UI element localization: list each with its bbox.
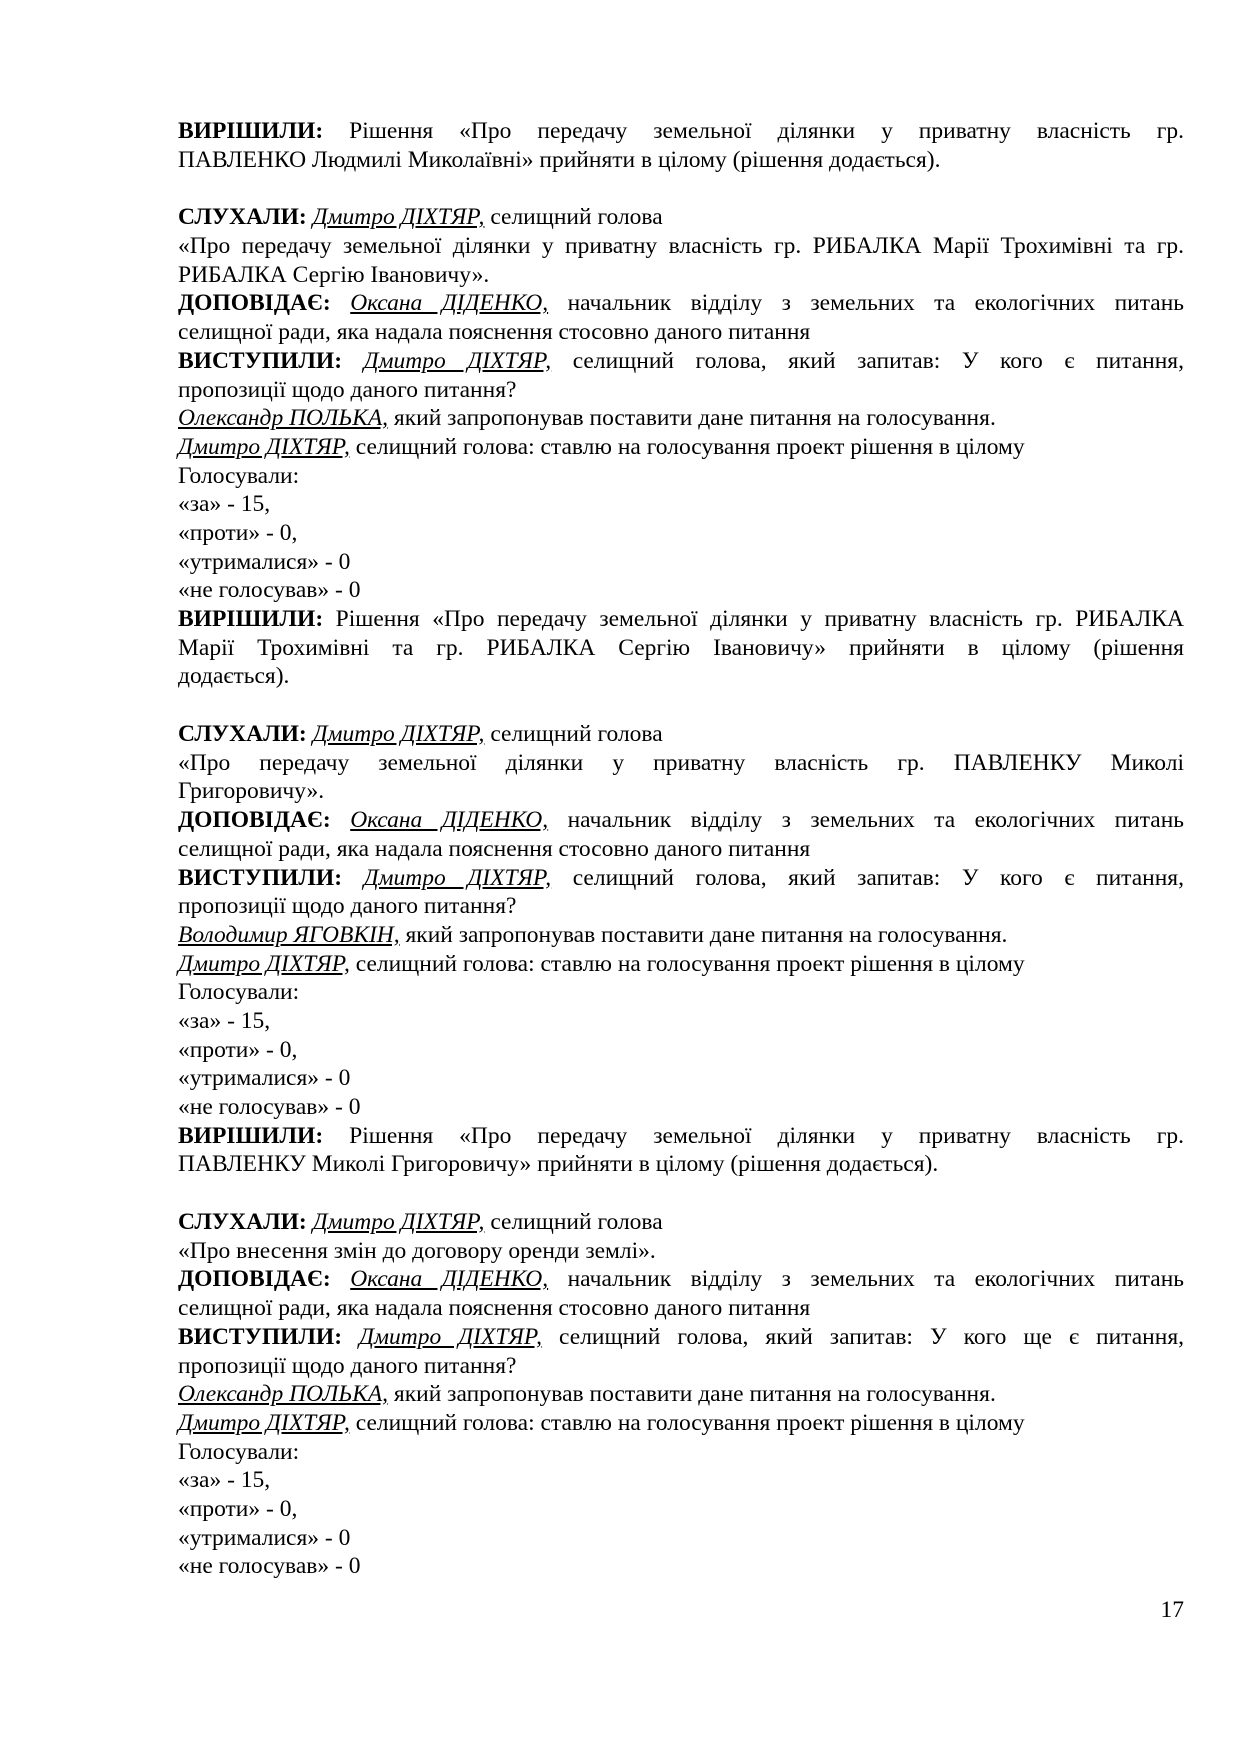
line-text: «не голосував» - 0 (178, 1553, 361, 1580)
line-text (331, 1266, 350, 1292)
line-text: Григоровичу». (178, 778, 325, 805)
text-line (178, 1122, 1184, 1151)
line-text: «утрималися» - 0 (178, 1065, 351, 1092)
text-line (178, 1380, 1184, 1409)
text-line (178, 146, 1184, 175)
line-text: «проти» - 0, (178, 1495, 298, 1522)
page-content (178, 117, 1184, 1581)
line-text: «за» - 15, (178, 1467, 271, 1494)
speaker-name: Оксана ДІДЕНКО, (350, 807, 549, 834)
text-line (178, 1466, 1184, 1495)
section-label: ДОПОВІДАЄ: (178, 1266, 331, 1293)
text-line (178, 720, 1184, 749)
section-label: ВИСТУПИЛИ: (178, 347, 343, 374)
line-text: ПАВЛЕНКО Людмилі Миколаївні» прийняти в цілому (рішення додається). (178, 146, 941, 173)
line-text: який запропонував поставити дане питання на голосування. (388, 405, 996, 432)
line-text (342, 865, 364, 891)
line-text: РИБАЛКА Сергію Івановичу». (178, 261, 490, 288)
text-line (178, 634, 1184, 663)
paragraph-gap (178, 174, 1184, 203)
line-text: ПАВЛЕНКУ Миколі Григоровичу» прийняти в цілому (рішення додається). (178, 1151, 939, 1178)
line-text: «за» - 15, (178, 491, 271, 518)
line-text: «не голосував» - 0 (178, 1094, 361, 1120)
paragraph-gap (178, 691, 1184, 720)
text-line (178, 289, 1184, 318)
line-text: «не голосував» - 0 (178, 577, 361, 604)
page-number: 17 (1160, 1597, 1184, 1623)
line-text: селищний голова: ставлю на голосування проект рішення в цілому (349, 950, 1025, 977)
section-label: ВИРІШИЛИ: (178, 118, 324, 144)
text-line (178, 1438, 1184, 1467)
line-text: селищний голова: ставлю на голосування проект рішення в цілому (349, 1409, 1025, 1436)
line-text (331, 290, 350, 316)
text-line (178, 1409, 1184, 1438)
text-line (178, 1495, 1184, 1524)
speaker-name: Оксана ДІДЕНКО, (350, 290, 549, 317)
line-text: «Про внесення змін до договору оренди землі». (178, 1237, 656, 1264)
text-line (178, 1552, 1184, 1581)
line-text (331, 807, 350, 833)
speaker-name: Дмитро ДІХТЯР, (359, 1323, 543, 1350)
text-line (178, 232, 1184, 261)
line-text: селищний голова: ставлю на голосування проект рішення в цілому (349, 433, 1025, 460)
line-text: «проти» - 0, (178, 1036, 298, 1063)
section-label: СЛУХАЛИ: (178, 204, 307, 231)
text-line (178, 548, 1184, 577)
speaker-name: Дмитро ДІХТЯР, (312, 1209, 485, 1236)
text-line (178, 433, 1184, 462)
line-text: «утрималися» - 0 (178, 548, 351, 575)
text-line (178, 1524, 1184, 1553)
section-label: ВИСТУПИЛИ: (178, 864, 343, 891)
section-label: ВИРІШИЛИ: (178, 606, 324, 632)
section-label: ВИРІШИЛИ: (178, 1122, 324, 1149)
line-text: Марії Трохимівні та гр. РИБАЛКА Сергію Івановичу» прийняти в цілому (рішення (178, 634, 1184, 661)
text-line (178, 519, 1184, 548)
speaker-name: Дмитро ДІХТЯР, (178, 950, 350, 977)
text-line (178, 117, 1184, 146)
text-line (178, 318, 1184, 347)
line-text: пропозиції щодо даного питання? (178, 1352, 517, 1379)
line-text: пропозиції щодо даного питання? (178, 893, 517, 920)
text-line (178, 806, 1184, 835)
line-text: Голосували: (178, 979, 300, 1006)
text-line (178, 347, 1184, 376)
text-line (178, 1007, 1184, 1036)
speaker-name: Дмитро ДІХТЯР, (312, 204, 485, 231)
text-line (178, 1064, 1184, 1093)
line-text: «Про передачу земельної ділянки у приватну власність гр. ПАВЛЕНКУ Миколі (178, 749, 1184, 776)
text-line (178, 835, 1184, 864)
line-text: «Про передачу земельної ділянки у приватну власність гр. РИБАЛКА Марії Трохимівні та гр. (178, 233, 1184, 260)
speaker-name: Володимир ЯГОВКІН, (178, 921, 400, 948)
line-text: селищний голова (484, 1209, 663, 1236)
text-line (178, 605, 1184, 634)
line-text: селищний голова, який запитав: У кого є питання, (551, 864, 1184, 891)
line-text: додається). (178, 663, 290, 690)
line-text: селищної ради, яка надала пояснення стосовно даного питання (178, 319, 811, 346)
section-label: ДОПОВІДАЄ: (178, 290, 331, 317)
section-label: СЛУХАЛИ: (178, 1209, 307, 1236)
text-line (178, 777, 1184, 806)
text-line (178, 1265, 1184, 1294)
line-text: який запропонував поставити дане питання на голосування. (388, 1381, 996, 1408)
line-text: Голосували: (178, 462, 300, 489)
text-line (178, 1323, 1184, 1352)
text-line (178, 1208, 1184, 1237)
text-line (178, 1352, 1184, 1381)
speaker-name: Оксана ДІДЕНКО, (350, 1266, 549, 1293)
speaker-name: Олександр ПОЛЬКА, (178, 405, 389, 432)
section-label: СЛУХАЛИ: (178, 721, 307, 748)
speaker-name: Дмитро ДІХТЯР, (178, 1409, 350, 1436)
speaker-name: Дмитро ДІХТЯР, (178, 433, 350, 460)
text-line (178, 864, 1184, 893)
text-line (178, 261, 1184, 290)
text-line (178, 462, 1184, 491)
line-text: Рішення «Про передачу земельної ділянки у приватну власність гр. (323, 1122, 1184, 1149)
line-text (342, 1324, 359, 1350)
line-text: Рішення «Про передачу земельної ділянки у приватну власність гр. (323, 118, 1184, 144)
speaker-name: Дмитро ДІХТЯР, (363, 347, 552, 374)
text-line (178, 892, 1184, 921)
text-line (178, 662, 1184, 691)
text-line (178, 950, 1184, 979)
text-line (178, 576, 1184, 605)
line-text: селищний голова (484, 204, 663, 231)
line-text: начальник відділу з земельних та екологічних питань (548, 1266, 1184, 1293)
text-line (178, 404, 1184, 433)
line-text: пропозиції щодо даного питання? (178, 376, 517, 403)
speaker-name: Дмитро ДІХТЯР, (312, 721, 485, 748)
text-line (178, 1093, 1184, 1122)
speaker-name: Олександр ПОЛЬКА, (178, 1381, 389, 1408)
line-text: «проти» - 0, (178, 519, 298, 546)
paragraph-gap (178, 1179, 1184, 1208)
text-line (178, 1294, 1184, 1323)
speaker-name: Дмитро ДІХТЯР, (363, 864, 552, 891)
section-label: ВИСТУПИЛИ: (178, 1323, 343, 1350)
line-text (342, 348, 364, 374)
text-line (178, 1237, 1184, 1266)
text-line (178, 1150, 1184, 1179)
text-line (178, 203, 1184, 232)
line-text: селищний голова (484, 721, 663, 748)
line-text: Рішення «Про передачу земельної ділянки у приватну власність гр. РИБАЛКА (323, 606, 1184, 632)
line-text: начальник відділу з земельних та екологічних питань (548, 807, 1184, 834)
line-text: селищний голова, який запитав: У кого ще є питання, (542, 1323, 1185, 1350)
line-text: який запропонував поставити дане питання на голосування. (399, 921, 1008, 948)
line-text: селищної ради, яка надала пояснення стосовно даного питання (178, 835, 811, 862)
line-text: Голосували: (178, 1438, 300, 1465)
line-text: селищний голова, який запитав: У кого є питання, (551, 347, 1184, 374)
text-line (178, 1036, 1184, 1065)
text-line (178, 921, 1184, 950)
line-text: селищної ради, яка надала пояснення стосовно даного питання (178, 1295, 811, 1322)
text-line (178, 749, 1184, 778)
line-text: «за» - 15, (178, 1007, 271, 1034)
line-text: начальник відділу з земельних та екологічних питань (548, 290, 1184, 317)
line-text: «утрималися» - 0 (178, 1524, 351, 1551)
text-line (178, 376, 1184, 405)
text-line (178, 978, 1184, 1007)
text-line (178, 490, 1184, 519)
section-label: ДОПОВІДАЄ: (178, 807, 331, 834)
